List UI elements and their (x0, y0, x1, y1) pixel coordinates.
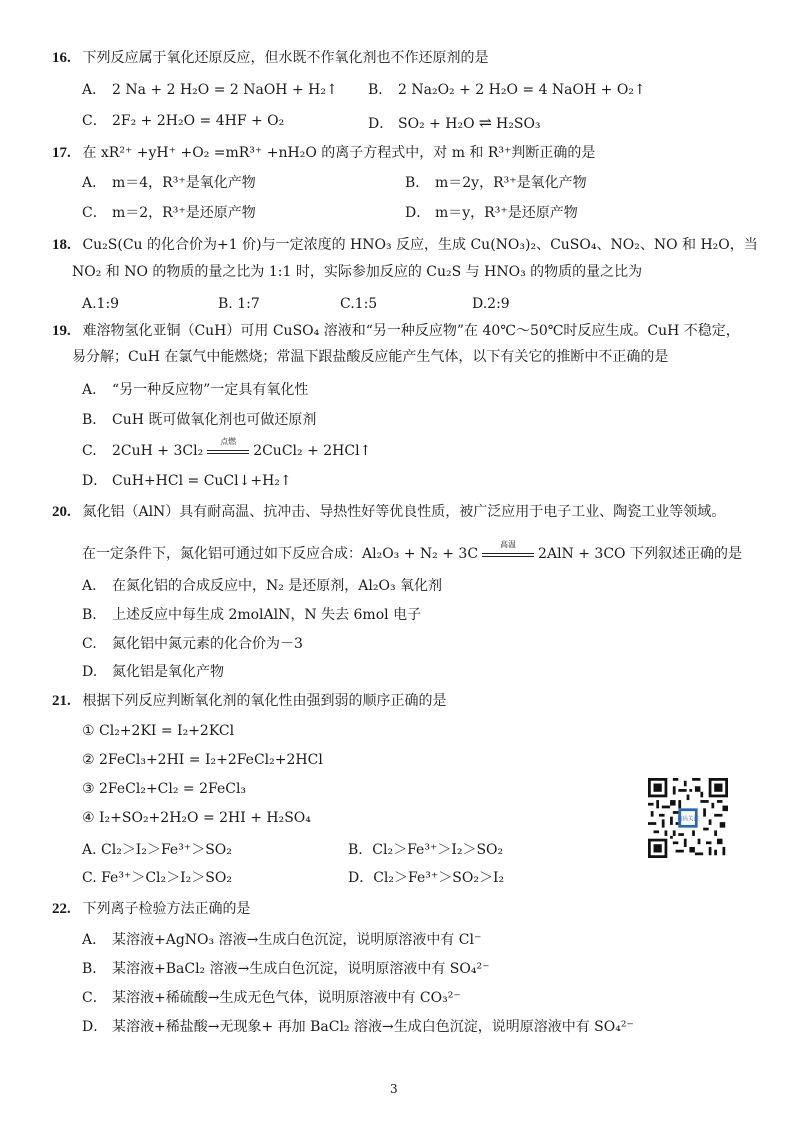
option-a: A.1:9 (82, 296, 120, 312)
question-stem-continued: NO₂ 和 NO 的物质的量之比为 1:1 时，实际参加反应的 Cu₂S 与 HNO₃ 的物质的量之比为 (72, 264, 643, 280)
qr-code (648, 778, 728, 858)
option-c (82, 111, 284, 131)
option-text: 2F₂ + 2H₂O = 4HF + O₂ (112, 113, 285, 129)
question-stem: 在 xR²⁺ +yH⁺ +O₂ =mR³⁺ +nH₂O 的离子方程式中，对 m 和 R³⁺判断正确的是 (82, 145, 596, 161)
option-text: 某溶液+BaCl₂ 溶液→生成白色沉淀，说明原溶液中有 SO₄²⁻ (112, 961, 490, 977)
option-a (82, 930, 481, 950)
option-label: C. (82, 636, 97, 652)
option-label: C. (82, 443, 97, 459)
option-text: 2 Na₂O₂ + 2 H₂O = 4 NaOH + O₂↑ (398, 82, 646, 98)
equation-lhs: 在一定条件下，氮化铝可通过如下反应合成：Al₂O₃ + N₂ + 3C (82, 546, 479, 562)
option-text: m＝2y，R³⁺是氧化产物 (435, 175, 587, 191)
equilibrium-arrow-icon: ⇌ (478, 113, 493, 132)
question-number: 20. (52, 504, 71, 520)
option-text: “另一种反应物”一定具有氧化性 (112, 382, 309, 398)
reaction-arrow (482, 540, 534, 561)
option-text: 氮化铝中氮元素的化合价为－3 (112, 636, 303, 652)
option-text: CuH 既可做氧化剂也可做还原剂 (112, 412, 317, 428)
option-label: C． (82, 113, 107, 129)
equation-rhs: 2CuCl₂ + 2HCl↑ (253, 443, 372, 459)
question-number: 17. (52, 145, 71, 161)
option-label: C． (82, 990, 107, 1006)
option-b (405, 173, 587, 193)
question-stem: 下列反应属于氧化还原反应，但水既不作氧化剂也不作还原剂的是 (82, 50, 489, 66)
page-number: 3 (390, 1082, 398, 1096)
option-a (82, 173, 256, 193)
option-c: C. Fe³⁺＞Cl₂＞I₂＞SO₂ (82, 870, 232, 886)
option-b: B. 1:7 (218, 296, 260, 312)
option-text: 氮化铝是氧化产物 (112, 664, 224, 680)
option-label: B． (368, 82, 393, 98)
equation-rhs: H₂SO₃ (496, 116, 541, 132)
option-b: B．Cl₂＞Fe³⁺＞I₂＞SO₂ (348, 842, 504, 858)
option-d (82, 1017, 634, 1037)
option-label: D. (82, 664, 98, 680)
option-text: 在氮化铝的合成反应中，N₂ 是还原剂，Al₂O₃ 氧化剂 (112, 578, 443, 594)
option-text: 2 Na + 2 H₂O = 2 NaOH + H₂↑ (112, 82, 338, 98)
question-stem-continued: 易分解；CuH 在氯气中能燃烧；常温下跟盐酸反应能产生气体，以下有关它的推断中不正确的是 (72, 349, 669, 365)
equation-rhs: 2AlN + 3CO 下列叙述正确的是 (538, 546, 742, 562)
question-stem: 下列离子检验方法正确的是 (82, 901, 251, 917)
option-label: D． (82, 1019, 108, 1035)
reaction-arrow (207, 437, 249, 458)
option-b (368, 80, 646, 100)
option-c (82, 988, 461, 1008)
reaction-condition: 点燃 (220, 437, 237, 446)
option-d: D．Cl₂＞Fe³⁺＞SO₂＞I₂ (348, 870, 505, 886)
option-label: A. (82, 578, 97, 594)
option-label: B． (82, 961, 107, 977)
reaction-4: ④ I₂+SO₂+2H₂O = 2HI + H₂SO₄ (82, 810, 311, 826)
option-d (405, 203, 578, 223)
option-label: D． (82, 473, 108, 489)
option-text: m＝4，R³⁺是氧化产物 (112, 175, 256, 191)
option-text: m＝2，R³⁺是还原产物 (112, 205, 256, 221)
option-text: m＝y，R³⁺是还原产物 (435, 205, 578, 221)
option-text: 某溶液+稀硫酸→生成无色气体，说明原溶液中有 CO₃²⁻ (112, 990, 461, 1006)
question-21 (52, 691, 446, 711)
option-text: 某溶液+稀盐酸→无现象+ 再加 BaCl₂ 溶液→生成白色沉淀，说明原溶液中有 SO₄²⁻ (112, 1019, 634, 1035)
option-text: 某溶液+AgNO₃ 溶液→生成白色沉淀，说明原溶液中有 Cl⁻ (112, 932, 482, 948)
question-stem-continued (82, 540, 742, 564)
option-label: A． (82, 82, 107, 98)
qr-label: 扫码关注 (676, 816, 700, 823)
question-number: 22. (52, 901, 71, 917)
question-18 (52, 235, 758, 255)
question-19 (52, 321, 740, 341)
option-label: A． (82, 932, 107, 948)
reaction-3: ③ 2FeCl₂+Cl₂ = 2FeCl₃ (82, 781, 247, 797)
option-a (82, 576, 442, 596)
option-b (82, 959, 489, 979)
question-17 (52, 143, 595, 163)
option-label: D． (368, 116, 394, 132)
question-number: 19. (52, 323, 71, 339)
option-text: CuH+HCl = CuCl↓+H₂↑ (112, 473, 292, 489)
equation-lhs: SO₂ + H₂O (398, 116, 475, 132)
option-a: A. Cl₂＞I₂＞Fe³⁺＞SO₂ (82, 842, 232, 858)
option-label: A． (82, 382, 107, 398)
question-stem: 难溶物氢化亚铜（CuH）可用 CuSO₄ 溶液和“另一种反应物”在 40℃～50℃时反应生成。CuH 不稳定， (82, 323, 740, 339)
reaction-2: ② 2FeCl₃+2HI = I₂+2FeCl₂+2HCl (82, 752, 323, 768)
reaction-1: ① Cl₂+2KI = I₂+2KCl (82, 723, 235, 739)
option-a (82, 380, 308, 400)
question-number: 21. (52, 693, 71, 709)
question-stem: 氮化铝（AlN）具有耐高温、抗冲击、导热性好等优良性质，被广泛应用于电子工业、陶瓷工业等领域。 (82, 504, 726, 520)
option-text: 上述反应中每生成 2molAlN，N 失去 6mol 电子 (112, 607, 422, 623)
option-label: C． (82, 205, 107, 221)
question-number: 18. (52, 237, 71, 253)
option-b (82, 410, 316, 430)
option-label: B. (82, 607, 97, 623)
option-b (82, 605, 421, 625)
option-a (82, 80, 338, 100)
option-d (82, 471, 292, 491)
option-label: B． (405, 175, 430, 191)
option-label: A． (82, 175, 107, 191)
question-16 (52, 48, 488, 68)
option-c (82, 203, 256, 223)
question-stem: Cu₂S(Cu 的化合价为+1 价)与一定浓度的 HNO₃ 反应，生成 Cu(NO₃)₂、CuSO₄、NO₂、NO 和 H₂O，当 (82, 237, 758, 253)
equation-lhs: 2CuH + 3Cl₂ (112, 443, 204, 459)
option-d: D.2:9 (472, 296, 510, 312)
option-d (82, 662, 224, 682)
option-d (368, 113, 541, 134)
question-20 (52, 502, 725, 522)
option-c: C.1:5 (340, 296, 378, 312)
reaction-condition: 高温 (500, 540, 517, 549)
option-label: B． (82, 412, 107, 428)
question-number: 16. (52, 50, 71, 66)
option-c (82, 634, 303, 654)
question-22 (52, 899, 250, 919)
question-stem: 根据下列反应判断氧化剂的氧化性由强到弱的顺序正确的是 (82, 693, 447, 709)
option-label: D． (405, 205, 431, 221)
option-c (82, 437, 372, 461)
